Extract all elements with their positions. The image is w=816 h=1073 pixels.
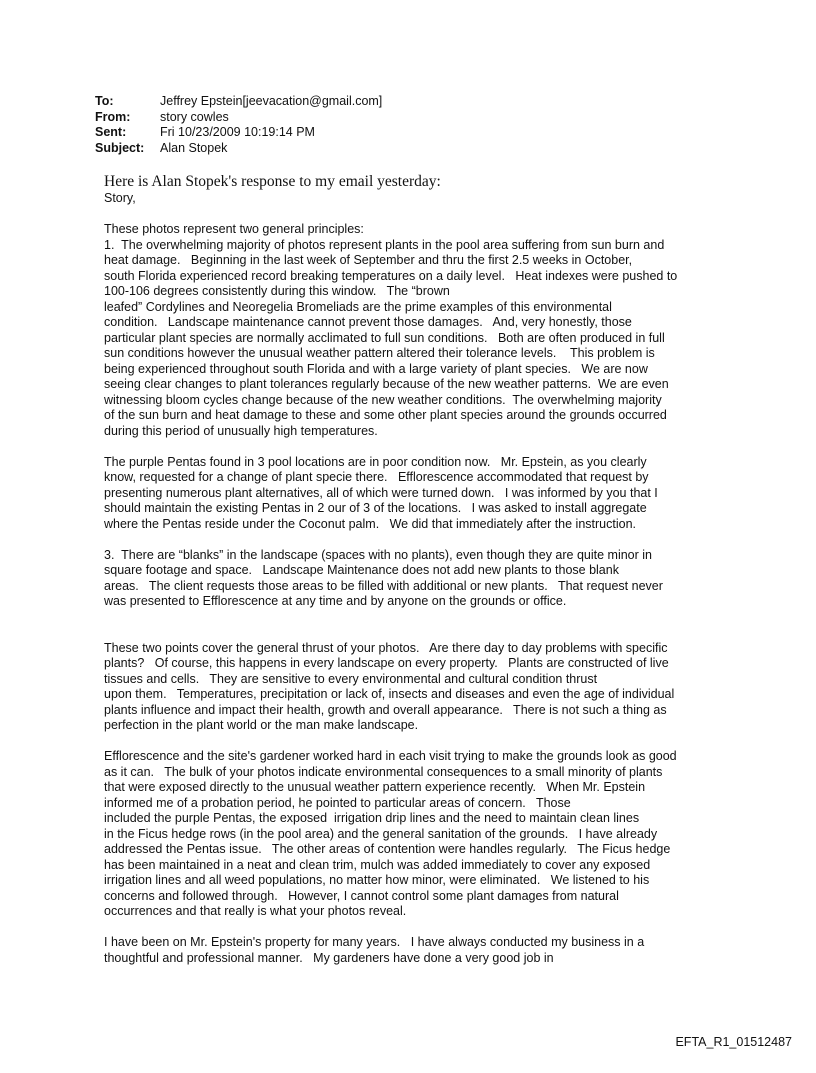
body-line: has been maintained in a neat and clean trim, mulch was added immediately to cover any exposed xyxy=(104,857,651,872)
body-line: I have been on Mr. Epstein's property for many years. I have always conducted my business in a xyxy=(104,935,645,949)
body-line: leafed” Cordylines and Neoregelia Bromeliads are the prime examples of this environmental xyxy=(104,299,612,314)
subject-value: Alan Stopek xyxy=(160,140,228,155)
body-line: Story, xyxy=(104,191,136,205)
body-line xyxy=(104,625,744,641)
body-line: perfection in the plant world or the man make landscape. xyxy=(104,718,419,732)
body-line: 3. There are “blanks” in the landscape (spaces with no plants), even though they are quite minor in xyxy=(104,547,652,562)
body-line: occurrences and that really is what your photos reveal. xyxy=(104,904,407,918)
body-line: irrigation lines and all weed populations, no matter how minor, were eliminated. We listened to his xyxy=(104,873,650,887)
header-subject-row xyxy=(95,141,382,157)
body-line: seeing clear changes to plant tolerances regularly because of the new weather patterns. We are even xyxy=(104,377,669,391)
from-label: From: xyxy=(95,109,131,124)
body-line: These photos represent two general principles: xyxy=(104,222,364,236)
header-from-row xyxy=(95,110,382,126)
body-line: plants? Of course, this happens in every landscape on every property. Plants are constructed of live xyxy=(104,656,669,670)
body-line: know, requested for a change of plant specie there. Efflorescence accommodated that request by xyxy=(104,470,649,484)
body-line: sun conditions however the unusual weather pattern altered their tolerance levels. This problem is xyxy=(104,346,655,360)
body-line: that were exposed directly to the unusual weather pattern experience recently. When Mr. Epstein xyxy=(104,780,646,794)
from-value: story cowles xyxy=(160,109,229,124)
body-line: witnessing bloom cycles change because of the new weather conditions. The overwhelming majority xyxy=(104,392,662,407)
body-line: being experienced throughout south Florida and with a large variety of plant species. We are now xyxy=(104,361,648,376)
body-line: areas. The client requests those areas to be filled with additional or new plants. That request never xyxy=(104,578,663,593)
body-line xyxy=(104,920,744,936)
body-line: thoughtful and professional manner. My gardeners have done a very good job in xyxy=(104,950,554,965)
body-line: 1. The overwhelming majority of photos represent plants in the pool area suffering from sun burn and xyxy=(104,237,665,252)
body-line: as it can. The bulk of your photos indicate environmental consequences to a small minority of plants xyxy=(104,764,663,779)
body-line xyxy=(104,610,744,626)
body-line: square footage and space. Landscape Maintenance does not add new plants to those blank xyxy=(104,563,619,577)
body-line: particular plant species are normally acclimated to full sun conditions. Both are often produced in full xyxy=(104,330,665,345)
body-line: presenting numerous plant alternatives, all of which were turned down. I was informed by you that I xyxy=(104,485,658,500)
body-line: south Florida experienced record breaking temperatures on a daily level. Heat indexes were pushed to xyxy=(104,268,678,283)
subject-label: Subject: xyxy=(95,140,145,155)
body-line: was presented to Efflorescence at any time and by anyone on the grounds or office. xyxy=(104,594,567,608)
sent-label: Sent: xyxy=(95,125,127,139)
body-line: should maintain the existing Pentas in 2 our of 3 of the locations. I was asked to install aggregate xyxy=(104,501,647,515)
body-line: addressed the Pentas issue. The other areas of contention were handles regularly. The Ficus hedge xyxy=(104,842,671,856)
body-line: tissues and cells. They are sensitive to every environmental and cultural condition thrust xyxy=(104,671,598,686)
body-line: The purple Pentas found in 3 pool locations are in poor condition now. Mr. Epstein, as you clearly xyxy=(104,454,647,469)
header-to-row xyxy=(95,94,382,110)
to-value: Jeffrey Epstein[jeevacation@gmail.com] xyxy=(160,94,383,108)
body-line: heat damage. Beginning in the last week of September and thru the first 2.5 weeks in October, xyxy=(104,253,633,267)
body-line: during this period of unusually high temperatures. xyxy=(104,423,378,438)
body-line: 100-106 degrees consistently during this window. The “brown xyxy=(104,284,450,298)
body-line xyxy=(104,734,744,750)
body-line: Efflorescence and the site's gardener worked hard in each visit trying to make the grounds look as good xyxy=(104,749,677,763)
body-line: where the Pentas reside under the Coconut palm. We did that immediately after the instruction. xyxy=(104,516,636,531)
body-line xyxy=(104,532,744,548)
document-id: EFTA_R1_01512487 xyxy=(675,1035,792,1049)
body-line: concerns and followed through. However, I cannot control some plant damages from natural xyxy=(104,888,619,903)
body-line: informed me of a probation period, he pointed to particular areas of concern. Those xyxy=(104,795,571,810)
body-line: plants influence and impact their health, growth and overall appearance. There is not such a thing as xyxy=(104,702,667,717)
body-line: upon them. Temperatures, precipitation or lack of, insects and diseases and even the age of individual xyxy=(104,687,675,701)
body-line: condition. Landscape maintenance cannot prevent those damages. And, very honestly, those xyxy=(104,315,632,329)
sent-value: Fri 10/23/2009 10:19:14 PM xyxy=(160,125,315,139)
to-label: To: xyxy=(95,94,114,108)
body-line xyxy=(104,439,744,455)
body-line: included the purple Pentas, the exposed irrigation drip lines and the need to maintain clean lines xyxy=(104,811,640,825)
body-line: of the sun burn and heat damage to these and some other plant species around the grounds occurred xyxy=(104,408,667,422)
body-line xyxy=(104,207,744,223)
header-sent-row xyxy=(95,125,382,141)
email-header xyxy=(95,94,382,156)
body-line: These two points cover the general thrust of your photos. Are there day to day problems with specific xyxy=(104,640,668,655)
intro-line: Here is Alan Stopek's response to my email yesterday: xyxy=(104,173,441,190)
body-line: in the Ficus hedge rows (in the pool area) and the general sanitation of the grounds. I have already xyxy=(104,826,658,841)
email-body xyxy=(104,191,744,966)
